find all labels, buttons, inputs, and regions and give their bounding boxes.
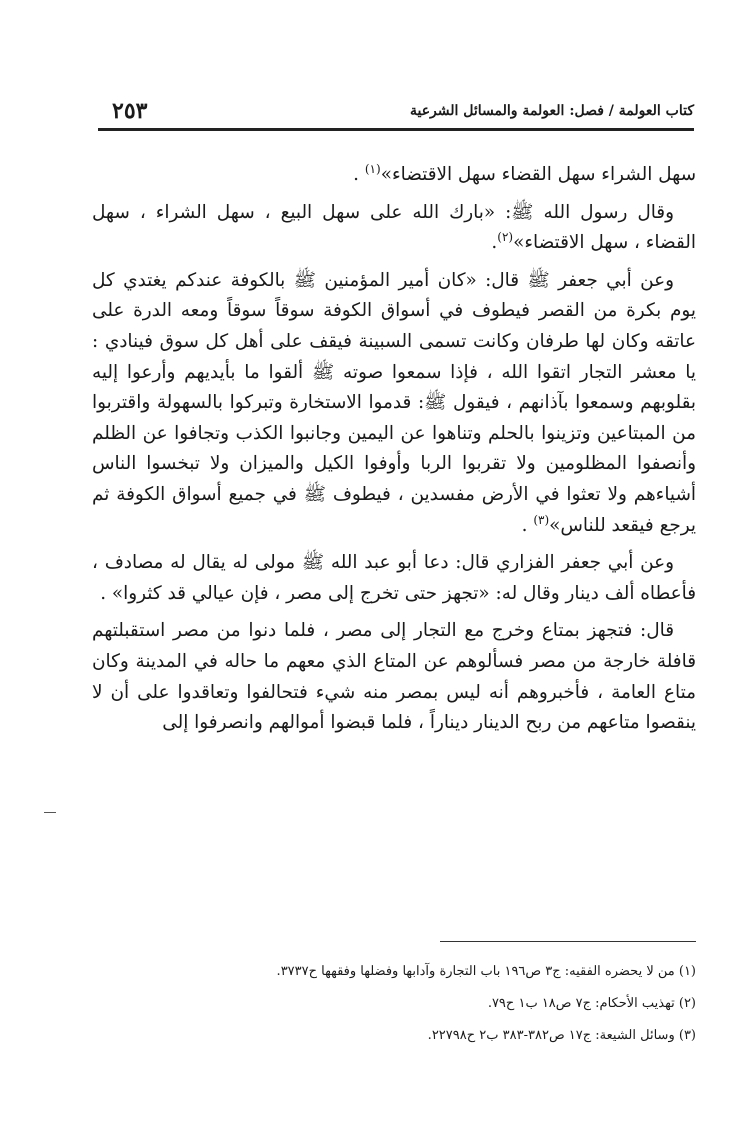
- paragraph-tail: .: [353, 164, 365, 185]
- paragraph-tail: .: [491, 232, 498, 254]
- margin-mark: [44, 812, 56, 813]
- footnote-marker: (٢): [497, 230, 514, 245]
- paragraph-text: سهل الشراء سهل القضاء سهل الاقتضاء»: [380, 164, 696, 185]
- paragraph-1: [92, 160, 696, 191]
- header-rule: [98, 128, 694, 131]
- paragraph-2: [92, 198, 696, 259]
- paragraph-4: [92, 548, 696, 609]
- footnotes: [120, 956, 696, 1052]
- page-number: ٢٥٣: [112, 98, 148, 124]
- footnote-marker: (٣): [533, 512, 550, 527]
- footnote-3: (٣) وسائل الشيعة: ج١٧ ص٣٨٢-٣٨٣ ب٢ ح٢٢٧٩٨.: [427, 1028, 696, 1043]
- paragraph-text: قال: فتجهز بمتاع وخرج مع التجار إلى مصر ، فلما دنوا من مصر استقبلتهم قافلة خارجة من مصر فسألوهم عن المتاع الذي معهم ما حاله في المدينة وكان متاع العامة ، فأخبروهم أنه ليس بمصر منه شيء فتحالفوا وتعاقدوا على أن لا ينقصوا متاعهم من ربح الدينار ديناراً ، فلما قبضوا أموالهم وانصرفوا إلى: [92, 620, 696, 734]
- paragraph-5: [92, 616, 696, 738]
- paragraph-text: وقال رسول الله ﷺ: «بارك الله على سهل البيع ، سهل الشراء ، سهل القضاء ، سهل الاقتضاء»: [92, 201, 696, 254]
- paragraph-3: [92, 266, 696, 541]
- footnote-marker: (١): [364, 161, 381, 176]
- footnote-1: (١) من لا يحضره الفقيه: ج٣ ص١٩٦ باب التجارة وآدابها وفضلها وفقهها ح٣٧٣٧.: [276, 964, 696, 979]
- footnote-separator: [440, 941, 696, 942]
- footnote-2: (٢) تهذيب الأحكام: ج٧ ص١٨ ب١ ح٧٩.: [487, 996, 696, 1011]
- paragraph-tail: .: [100, 582, 112, 604]
- paragraph-text: وعن أبي جعفر الفزاري قال: دعا أبو عبد الله ﷺ مولى له يقال له مصادف ، فأعطاه ألف دينار وقال له: «تجهز حتى تخرج إلى مصر ، فإن عيالي قد كثروا»: [92, 552, 696, 604]
- body-text: [92, 160, 696, 746]
- running-title: كتاب العولمة / فصل: العولمة والمسائل الشرعية: [409, 103, 694, 119]
- page-header: [98, 100, 694, 128]
- paragraph-tail: .: [521, 514, 534, 536]
- paragraph-text: وعن أبي جعفر ﷺ قال: «كان أمير المؤمنين ﷺ بالكوفة عندكم يغتدي كل يوم بكرة من القصر فيطوف في أسواق الكوفة سوقاً سوقاً ومعه الدرة على عاتقه وكان لها طرفان وكانت تسمى السبينة فيقف على أهل كل سوق فينادي : يا معشر التجار اتقوا الله ، فإذا سمعوا صوته ﷺ ألقوا ما بأيديهم وأرعوا إليه بقلوبهم وسمعوا بآذانهم ، فيقول ﷺ: قدموا الاستخارة وتبركوا بالسهولة واقتربوا من المبتاعين وتزينوا بالحلم وتناهوا عن اليمين وجانبوا الكذب وتجافوا عن الظلم وأنصفوا المظلومين ولا تقربوا الربا وأوفوا الكيل والميزان ولا تبخسوا الناس أشياءهم ولا تعثوا في الأرض مفسدين ، فيطوف ﷺ في جميع أسواق الكوفة ثم يرجع فيقعد للناس»: [92, 269, 696, 536]
